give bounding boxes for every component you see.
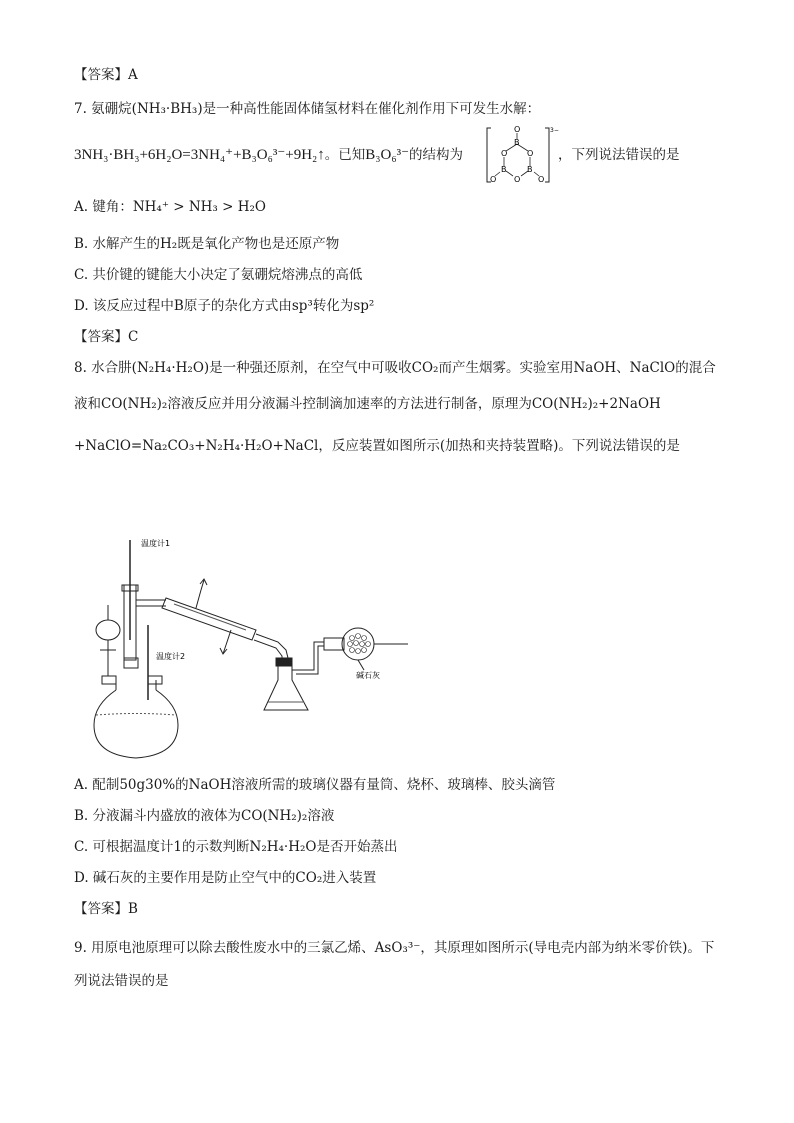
q8-option-a: A. 配制50g30%的NaOH溶液所需的玻璃仪器有量筒、烧杯、玻璃棒、胶头滴管 <box>74 777 556 793</box>
q6-answer: 【答案】A <box>74 67 138 83</box>
atom-o-outer-right: O <box>538 175 545 184</box>
q7-equation: 3NH₃·BH₃+6H₂O=3NH₄⁺+B₃O₆³⁻+9H₂↑ <box>74 147 325 163</box>
q8-option-c: C. 可根据温度计1的示数判断N₂H₄·H₂O是否开始蒸出 <box>74 839 398 855</box>
atom-o-top: O <box>514 125 521 134</box>
q8-option-d: D. 碱石灰的主要作用是防止空气中的CO₂进入装置 <box>74 870 377 886</box>
soda-lime-label: 碱石灰 <box>356 671 380 680</box>
atom-b-left: B <box>501 165 507 174</box>
q8-stem-1: 8. 水合肼(N₂H₄·H₂O)是一种强还原剂，在空气中可吸收CO₂而产生烟雾。实验室用NaOH、NaClO的混合 <box>74 360 716 376</box>
thermometer-2-label: 温度计2 <box>156 652 186 661</box>
atom-o-right: O <box>527 149 534 158</box>
q7-equation-tail-1: 。已知 <box>324 147 366 162</box>
apparatus-svg <box>86 530 426 760</box>
atom-b-top: B <box>514 138 520 147</box>
q7-equation-tail-3: ，下列说法错误的是 <box>558 147 680 163</box>
structure-charge: 3− <box>550 127 559 134</box>
q7-answer: 【答案】C <box>74 329 139 345</box>
atom-o-bottom: O <box>514 175 521 184</box>
q7-equation-tail-2: 的结构为 <box>409 147 463 162</box>
q9-stem-2: 列说法错误的是 <box>74 973 169 989</box>
q8-stem-2: 液和CO(NH₂)₂溶液反应并用分液漏斗控制滴加速率的方法进行制备，原理为CO(NH₂)₂+2NaOH <box>74 396 661 412</box>
atom-o-outer-left: O <box>490 175 497 184</box>
q7-option-b: B. 水解产生的H₂既是氧化产物也是还原产物 <box>74 236 340 252</box>
q7-stem: 7. 氨硼烷(NH₃·BH₃)是一种高性能固体储氢材料在催化剂作用下可发生水解： <box>74 101 541 117</box>
q7-option-c: C. 共价键的键能大小决定了氨硼烷熔沸点的高低 <box>74 267 363 283</box>
atom-o-left: O <box>501 149 508 158</box>
q7-equation-line <box>74 146 463 164</box>
q8-option-b: B. 分液漏斗内盛放的液体为CO(NH₂)₂溶液 <box>74 808 335 824</box>
q8-stem-3: +NaClO=Na₂CO₃+N₂H₄·H₂O+NaCl，反应装置如图所示(加热和夹持装置略)。下列说法错误的是 <box>74 438 680 454</box>
conical-flask <box>264 666 308 710</box>
q7-option-a: A. 键角：NH₄⁺ > NH₃ > H₂O <box>74 199 266 215</box>
b3o6-structure-diagram <box>485 124 557 190</box>
separatory-funnel <box>96 620 120 640</box>
q7-option-d: D. 该反应过程中B原子的杂化方式由sp³转化为sp² <box>74 298 375 314</box>
three-neck-flask <box>94 690 178 758</box>
q8-answer: 【答案】B <box>74 901 138 917</box>
q9-stem-1: 9. 用原电池原理可以除去酸性废水中的三氯乙烯、AsO₃³⁻，其原理如图所示(导电壳内部为纳米零价铁)。下 <box>74 940 715 956</box>
thermometer-1-label: 温度计1 <box>141 539 171 548</box>
atom-b-right: B <box>527 165 533 174</box>
q7-ion: B₃O₆³⁻ <box>365 147 409 163</box>
apparatus-diagram <box>86 530 426 764</box>
